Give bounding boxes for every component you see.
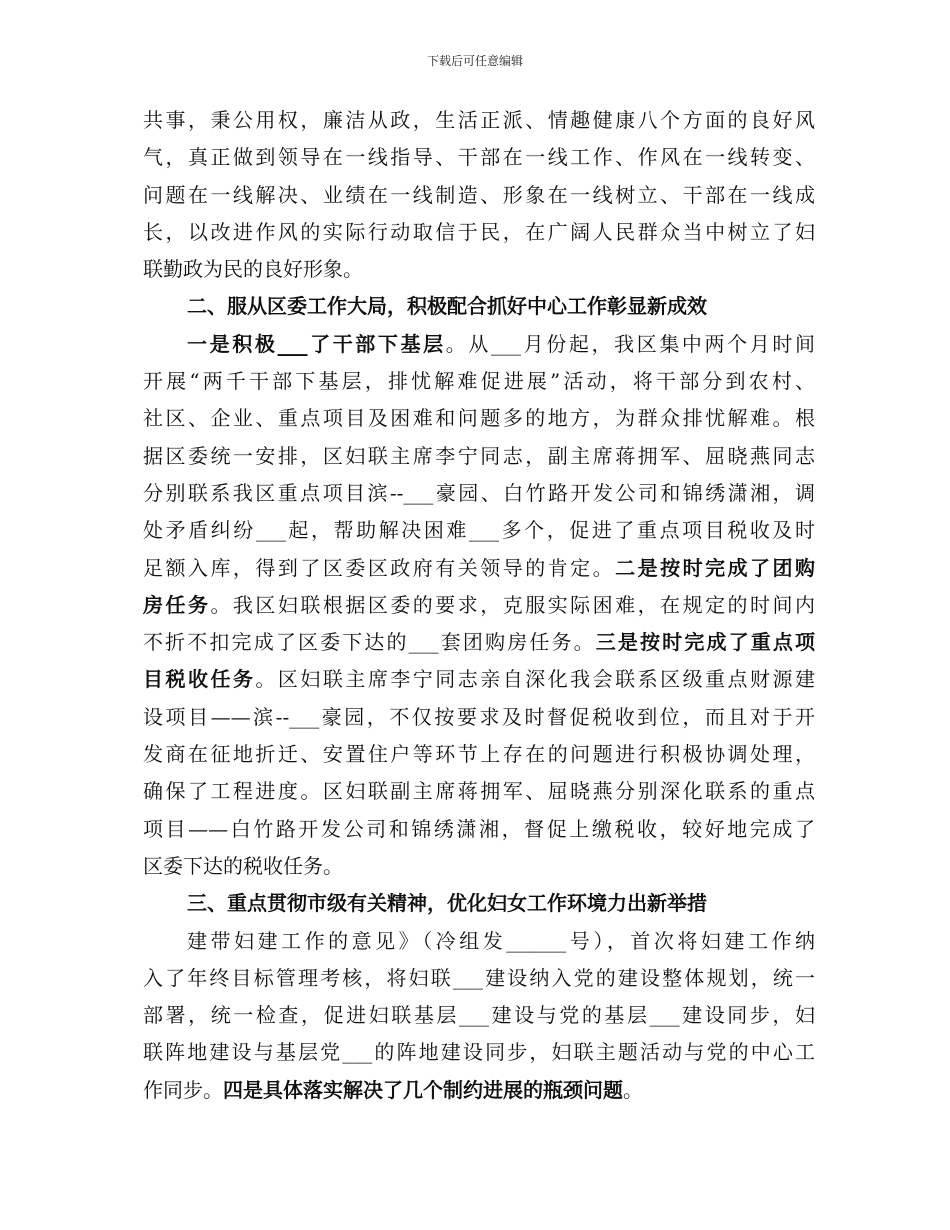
text-line	[143, 177, 815, 214]
text-line	[143, 139, 815, 176]
page-header: 下载后可任意编辑	[426, 54, 523, 68]
text-line	[143, 587, 815, 624]
text-line	[143, 363, 815, 400]
bold-text-segment: 房任务	[143, 592, 211, 617]
text-line	[143, 811, 815, 848]
bold-text-segment: 四是具体落实解决了几个制约进展的瓶颈问题	[223, 1077, 623, 1102]
text-line	[143, 251, 815, 288]
text-line	[143, 736, 815, 773]
text-segment: 项目——白竹路开发公司和锦绣潇湘，督促上缴税收，较好地完成了	[143, 816, 815, 841]
text-line	[143, 997, 815, 1034]
text-line	[143, 475, 815, 512]
text-segment: 不折不扣完成了区委下达的___套团购房任务。	[143, 630, 596, 655]
text-segment: 区委下达的税收任务。	[143, 853, 343, 878]
text-segment: 确保了工程进度。区妇联副主席蒋拥军、屈晓燕分别深化联系的重点	[143, 779, 815, 804]
text-line	[143, 550, 815, 587]
text-segment: 足额入库，得到了区委区政府有关领导的肯定。	[143, 555, 616, 580]
text-line	[143, 102, 815, 139]
text-segment: 作同步。	[143, 1077, 223, 1102]
text-segment: 开展“两千干部下基层，排忧解难促进展”活动，将干部分到农村、	[143, 369, 815, 394]
text-line	[143, 1072, 815, 1109]
text-segment: 气，真正做到领导在一线指导、干部在一线工作、作风在一线转变、	[143, 145, 815, 170]
text-segment: 长，以改进作风的实际行动取信于民，在广阔人民群众当中树立了妇	[143, 219, 815, 244]
text-line	[143, 699, 815, 736]
text-segment: 建带妇建工作的意见》（冷组发______号），首次将妇建工作纳	[187, 928, 815, 953]
bold-text-segment: 二是按时完成了团购	[615, 555, 815, 580]
text-segment: 分别联系我区重点项目滨--___豪园、白竹路开发公司和锦绣潇湘，调	[143, 480, 815, 505]
bold-text-segment: 二、服从区委工作大局，积极配合抓好中心工作彰显新成效	[187, 294, 707, 319]
text-segment: 发商在征地折迁、安置住户等环节上存在的问题进行积极协调处理，	[143, 742, 815, 767]
text-line	[143, 923, 815, 960]
text-segment: 。我区妇联根据区委的要求，克服实际困难，在规定的时间内	[210, 592, 815, 617]
text-segment: 。区妇联主席李宁同志亲自深化我会联系区级重点财源建	[255, 667, 815, 692]
text-line	[143, 1034, 815, 1071]
text-segment: 据区委统一安排，区妇联主席李宁同志，副主席蒋拥军、屈晓燕同志	[143, 443, 815, 468]
text-line	[143, 848, 815, 885]
text-line	[143, 773, 815, 810]
text-segment: 部署，统一检查，促进妇联基层___建设与党的基层___建设同步，妇	[143, 1003, 815, 1028]
text-line	[143, 960, 815, 997]
text-segment: 社区、企业、重点项目及困难和问题多的地方，为群众排忧解难。根	[143, 406, 815, 431]
text-line	[143, 288, 815, 325]
text-segment: 设项目——滨--___豪园，不仅按要求及时督促税收到位，而且对于开	[143, 704, 815, 729]
bold-text-segment: 三是按时完成了重点项	[595, 630, 815, 655]
text-segment: 。	[623, 1077, 643, 1102]
text-segment: 联阵地建设与基层党___的阵地建设同步，妇联主题活动与党的中心工	[143, 1040, 815, 1065]
text-segment: 联勤政为民的良好形象。	[143, 257, 363, 282]
bold-text-segment: 一是积极___了干部下基层	[187, 331, 446, 356]
text-line	[143, 512, 815, 549]
text-segment: 入了年终目标管理考核，将妇联___建设纳入党的建设整体规划，统一	[143, 965, 815, 990]
text-line	[143, 326, 815, 363]
text-line	[143, 885, 815, 922]
document-body	[143, 102, 815, 1109]
bold-text-segment: 目税收任务	[143, 667, 256, 692]
text-segment: 。从___月份起，我区集中两个月时间	[445, 331, 815, 356]
bold-text-segment: 三、重点贯彻市级有关精神，优化妇女工作环境力出新举措	[187, 891, 707, 916]
text-line	[143, 661, 815, 698]
text-segment: 问题在一线解决、业绩在一线制造、形象在一线树立、干部在一线成	[143, 182, 815, 207]
text-line	[143, 214, 815, 251]
text-line	[143, 624, 815, 661]
text-segment: 共事，秉公用权，廉洁从政，生活正派、情趣健康八个方面的良好风	[143, 108, 815, 132]
text-segment: 处矛盾纠纷___起，帮助解决困难___多个，促进了重点项目税收及时	[143, 518, 815, 543]
text-line	[143, 438, 815, 475]
text-line	[143, 400, 815, 437]
